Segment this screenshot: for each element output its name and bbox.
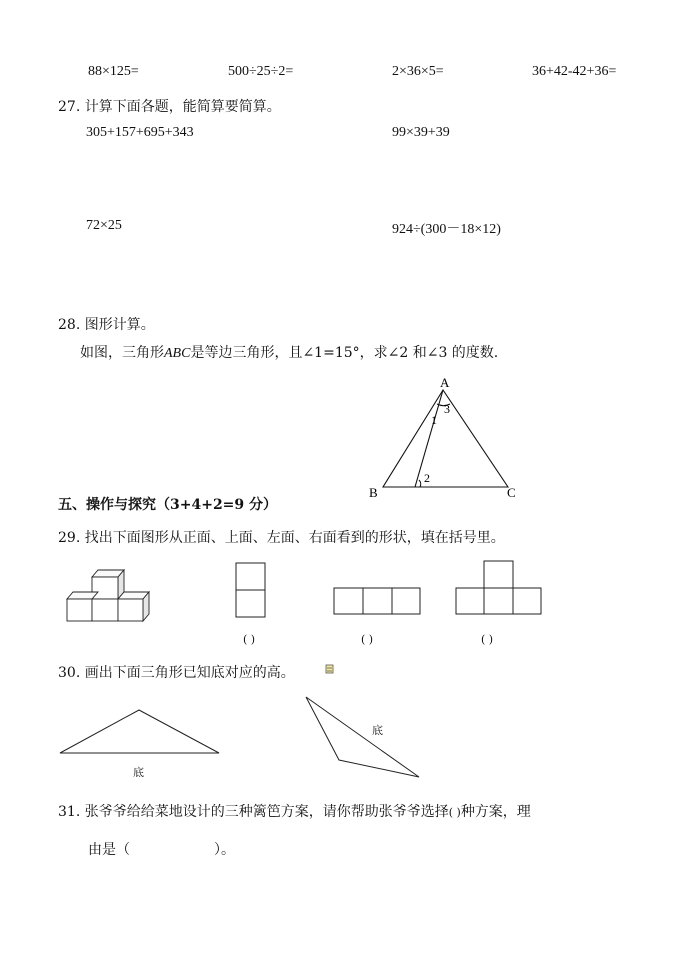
expr-36plus42: 36+42-42+36=: [532, 64, 617, 79]
q31-text-b: 种方案，理: [460, 804, 531, 820]
q31-line-2: [88, 839, 235, 859]
q30-title: 30. 画出下面三角形已知底对应的高。: [58, 665, 295, 681]
label-angle-3: 3: [444, 402, 450, 416]
q28-text-b: 是等边三角形，且∠1=15°，求∠2 和∠3 的度数.: [190, 345, 499, 361]
q31-text-a: 31. 张爷爷给给菜地设计的三种篱笆方案，请你帮助张爷爷选择: [58, 804, 449, 820]
q29-blank-1[interactable]: ( ): [243, 633, 256, 646]
q29-blank-3[interactable]: ( ): [481, 633, 494, 646]
q29-title: 29. 找出下面图形从正面、上面、左面、右面看到的形状，填在括号里。: [58, 530, 505, 546]
q27-item-3: 72×25: [86, 218, 122, 233]
q28-text-italic: ABC: [164, 346, 191, 361]
q27-title: 27. 计算下面各题，能简算要简算。: [58, 99, 281, 115]
q30-base-label-1: 底: [133, 766, 144, 779]
label-angle-2: 2: [424, 471, 430, 485]
q31-line-1: [58, 801, 531, 821]
label-a: A: [440, 375, 450, 390]
q28-title: 28. 图形计算。: [58, 317, 155, 333]
q31-text-c: 由是（: [88, 842, 130, 858]
q27-item-2: 99×39+39: [392, 125, 450, 140]
expr-2x36x5: 2×36×5=: [392, 64, 444, 79]
q28-text-a: 如图，三角形: [80, 345, 164, 361]
q31-blank-1[interactable]: ( ): [448, 806, 461, 819]
q31-text-d: ）。: [214, 842, 235, 858]
q27-item-4: 924÷(300－18×12): [392, 222, 501, 237]
label-c: C: [507, 485, 516, 500]
label-b: B: [369, 485, 378, 500]
expr-500div25div2: 500÷25÷2=: [228, 64, 294, 79]
expr-88x125: 88×125=: [88, 64, 139, 79]
q27-item-1: 305+157+695+343: [86, 125, 194, 140]
q29-blank-2[interactable]: ( ): [361, 633, 374, 646]
q30-base-label-2: 底: [372, 724, 383, 737]
section5-title: 五、操作与探究（3+4+2=9 分）: [58, 497, 278, 513]
label-angle-1: 1: [431, 413, 437, 427]
